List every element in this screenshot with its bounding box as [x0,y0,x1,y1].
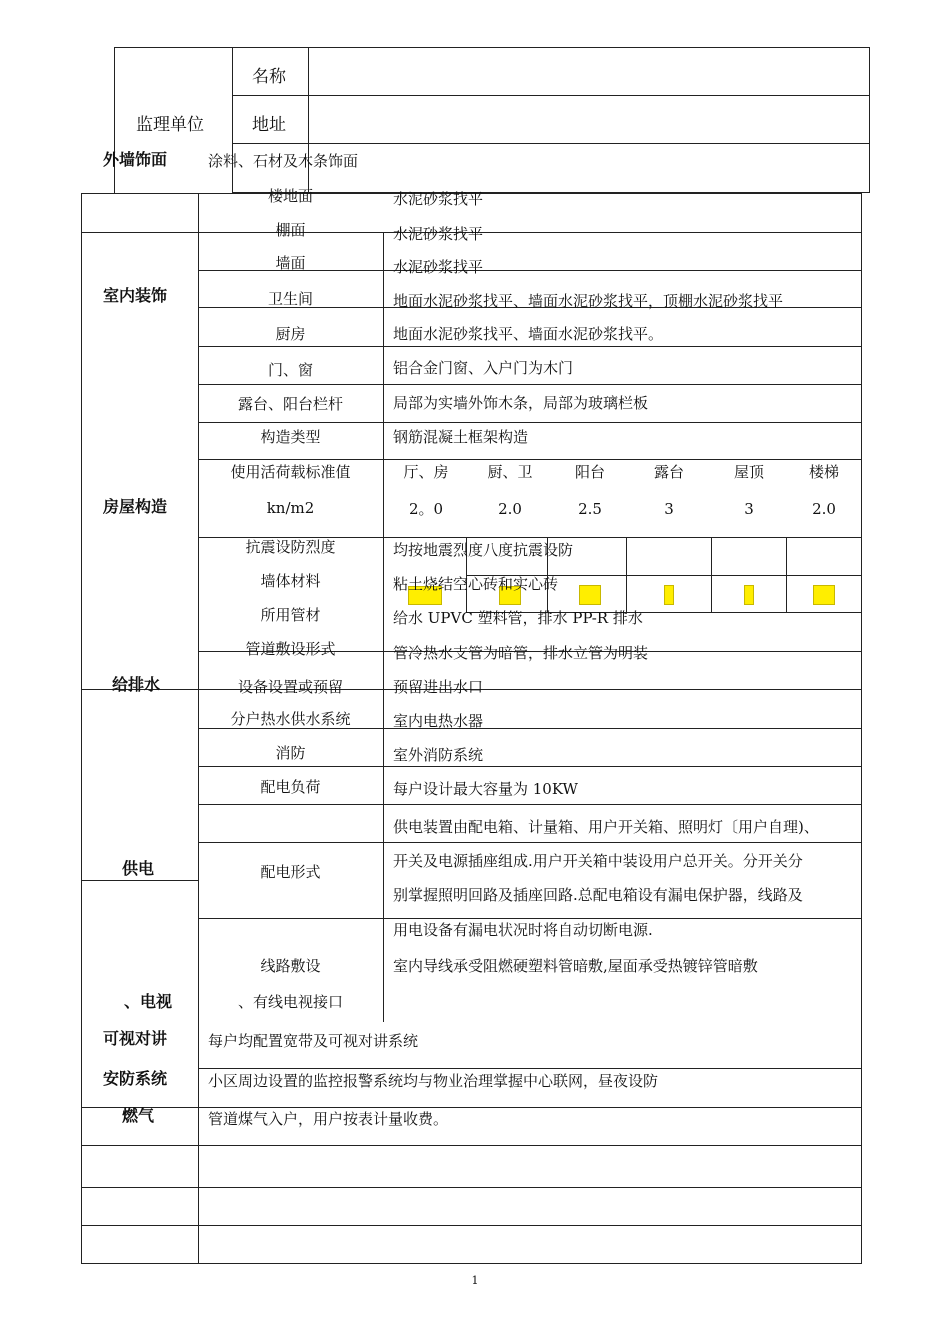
grid-divider [711,537,712,613]
load-header: 阳台 [574,463,605,481]
section-tv: 、电视 [124,992,173,1011]
wall-label: 墙面 [275,254,306,272]
yellow-marker [579,585,601,605]
pipe-laying-value: 管冷热水支管为暗管，排水立管为明装 [393,644,649,662]
doors-value: 铝合金门窗、入户门为木门 [393,359,574,377]
wiring-label: 线路敷设 [260,957,321,975]
table-border-left [81,193,82,1264]
yellow-marker [744,585,754,605]
balcony-value: 局部为实墙外饰木条，局部为玻璃栏板 [393,394,649,412]
seismic-label: 抗震设防烈度 [245,538,336,556]
pipes-value: 给水 UPVC 塑料管，排水 PP-R 排水 [393,609,643,627]
load-header: 厨、卫 [487,463,533,481]
exterior-value: 涂料、石材及木条饰面 [208,152,359,170]
structure-type-value: 钢筋混凝土框架构造 [393,428,529,446]
fire-label: 消防 [275,744,306,762]
name-label: 名称 [252,67,286,87]
hot-water-label: 分户热水供水系统 [230,710,351,728]
top-box-border-right [869,47,870,193]
power-form-line: 别掌握照明回路及插座回路.总配电箱设有漏电保护器，线路及 [393,886,803,904]
wall-material-value: 粘土烧结空心砖和实心砖 [393,575,559,593]
power-form-label: 配电形式 [260,863,321,881]
top-box-border-left [114,47,115,193]
section-exterior: 外墙饰面 [103,150,168,169]
kitchen-label: 厨房 [275,325,306,343]
power-form-line: 供电装置由配电箱、计量箱、用户开关箱、照明灯〔用户自理)、 [393,818,819,836]
section-plumbing: 给排水 [112,675,161,694]
row-line [198,1068,862,1069]
structure-type-label: 构造类型 [260,428,321,446]
section-security: 安防系统 [103,1069,168,1088]
load-header: 楼梯 [808,463,839,481]
wiring-value: 室内导线承受阻燃硬塑料管暗敷,屋面承受热镀锌管暗敷 [393,957,758,975]
row-line [81,1107,862,1108]
load-value: 2.0 [812,500,836,518]
top-box-border-top [114,47,870,48]
value-column-divider [383,232,384,1022]
row-line [198,842,862,843]
power-load-value: 每户设计最大容量为 10KW [393,780,578,798]
power-load-label: 配电负荷 [260,778,321,796]
row-line [198,728,862,729]
bathroom-value: 地面水泥砂浆找平、墙面水泥砂浆找平，顶棚水泥砂浆找平 [393,292,784,310]
gas-value: 管道煤气入户，用户按表计量收费。 [208,1110,449,1128]
hot-water-value: 室内电热水器 [393,712,484,730]
load-value: 2.5 [578,500,602,518]
live-load-unit: kn/m2 [266,499,315,517]
row-line [198,384,862,385]
row-line [81,1145,862,1146]
load-header: 屋顶 [733,463,764,481]
doors-label: 门、窗 [267,361,313,379]
load-value: 3 [664,500,674,518]
security-value: 小区周边设置的监控报警系统均与物业治理掌握中心联网，昼夜设防 [208,1072,659,1090]
top-box-divider [308,47,309,193]
row-line [81,1187,862,1188]
row-line [198,422,862,423]
kitchen-value: 地面水泥砂浆找平、墙面水泥砂浆找平。 [393,325,664,343]
row-line [198,459,862,460]
top-box-divider [232,95,870,96]
load-value: 3 [744,500,754,518]
row-line [198,804,862,805]
top-box-divider [232,47,233,193]
load-header: 露台 [653,463,684,481]
floor-value: 水泥砂浆找平 [393,190,484,208]
section-intercom: 可视对讲 [103,1029,168,1048]
tv-label: 、有线电视接口 [237,993,343,1011]
section-gas: 燃气 [122,1106,155,1125]
row-line [198,766,862,767]
intercom-value: 每户均配置宽带及可视对讲系统 [208,1032,419,1050]
section-interior: 室内装饰 [103,286,168,305]
ceiling-value: 水泥砂浆找平 [393,225,484,243]
grid-divider [626,537,627,613]
fire-value: 室外消防系统 [393,746,484,764]
load-value: 2。0 [408,500,444,518]
wall-material-label: 墙体材料 [260,572,321,590]
section-power: 供电 [122,859,155,878]
top-box-divider [232,143,870,144]
row-line [198,346,862,347]
yellow-marker [813,585,835,605]
balcony-label: 露台、阳台栏杆 [237,395,343,413]
row-line [198,918,383,919]
page-number: 1 [471,1274,479,1287]
equipment-value: 预留进出水口 [393,678,484,696]
equipment-label: 设备设置或预留 [237,678,343,696]
yellow-marker [664,585,674,605]
section-structure: 房屋构造 [103,497,168,516]
floor-label: 楼地面 [267,187,313,205]
power-form-line: 开关及电源插座组成.用户开关箱中装设用户总开关。分开关分 [393,852,803,870]
bathroom-label: 卫生间 [267,290,313,308]
address-label: 地址 [252,115,286,135]
grid-divider [786,537,787,613]
ceiling-label: 棚面 [275,221,306,239]
supervision-unit-label: 监理单位 [136,115,204,135]
row-line [81,880,198,881]
row-line [383,918,862,919]
load-header: 厅、房 [403,463,449,481]
seismic-value: 均按地震烈度八度抗震设防 [393,541,574,559]
pipes-label: 所用管材 [260,606,321,624]
load-value: 2.0 [498,500,522,518]
power-form-line: 用电设备有漏电状况时将自动切断电源. [393,921,653,939]
pipe-laying-label: 管道敷设形式 [245,640,336,658]
row-line [81,1225,862,1226]
live-load-label: 使用活荷载标准值 [230,463,351,481]
wall-value: 水泥砂浆找平 [393,258,484,276]
